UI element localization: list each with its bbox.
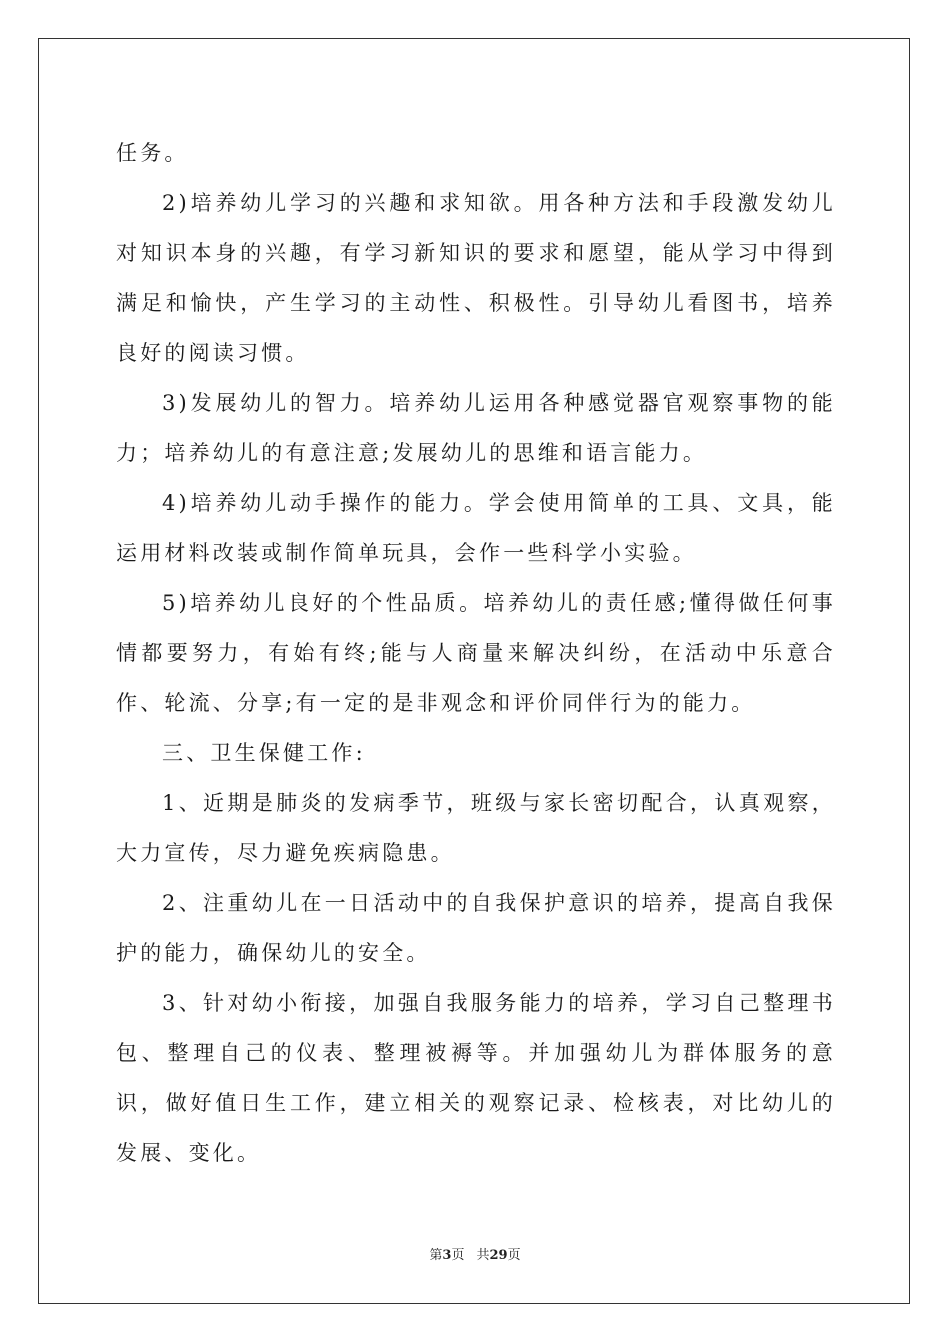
paragraph-health-2: 2、注重幼儿在一日活动中的自我保护意识的培养，提高自我保护的能力，确保幼儿的安全。 xyxy=(116,891,836,965)
document-body xyxy=(116,128,836,1178)
paragraph-item-2: 2)培养幼儿学习的兴趣和求知欲。用各种方法和手段激发幼儿对知识本身的兴趣，有学习新知识的要求和愿望，能从学习中得到满足和愉快，产生学习的主动性、积极性。引导幼儿看图书，培养良好的阅读习惯。 xyxy=(116,191,836,365)
total-prefix: 共 xyxy=(476,1248,490,1263)
paragraph-continuation: 任务。 xyxy=(116,141,189,165)
total-pages: 29 xyxy=(489,1248,508,1263)
page-suffix: 页 xyxy=(451,1248,465,1263)
paragraph-item-3: 3)发展幼儿的智力。培养幼儿运用各种感觉器官观察事物的能力；培养幼儿的有意注意;发展幼儿的思维和语言能力。 xyxy=(116,391,836,465)
page-number: 3 xyxy=(442,1248,452,1263)
page-prefix: 第 xyxy=(429,1248,443,1263)
paragraph-item-4: 4)培养幼儿动手操作的能力。学会使用简单的工具、文具，能运用材料改装或制作简单玩具，会作一些科学小实验。 xyxy=(116,491,836,565)
paragraph-health-1: 1、近期是肺炎的发病季节，班级与家长密切配合，认真观察，大力宣传，尽力避免疾病隐患。 xyxy=(116,791,836,865)
section-heading-health: 三、卫生保健工作: xyxy=(162,741,366,765)
total-suffix: 页 xyxy=(507,1248,521,1263)
page-footer xyxy=(0,1244,950,1263)
paragraph-item-5: 5)培养幼儿良好的个性品质。培养幼儿的责任感;懂得做任何事情都要努力，有始有终;能与人商量来解决纠纷，在活动中乐意合作、轮流、分享;有一定的是非观念和评价同伴行为的能力。 xyxy=(116,591,836,715)
paragraph-health-3: 3、针对幼小衔接，加强自我服务能力的培养，学习自己整理书包、整理自己的仪表、整理被褥等。并加强幼儿为群体服务的意识，做好值日生工作，建立相关的观察记录、检核表，对比幼儿的发展、变化。 xyxy=(116,991,836,1165)
